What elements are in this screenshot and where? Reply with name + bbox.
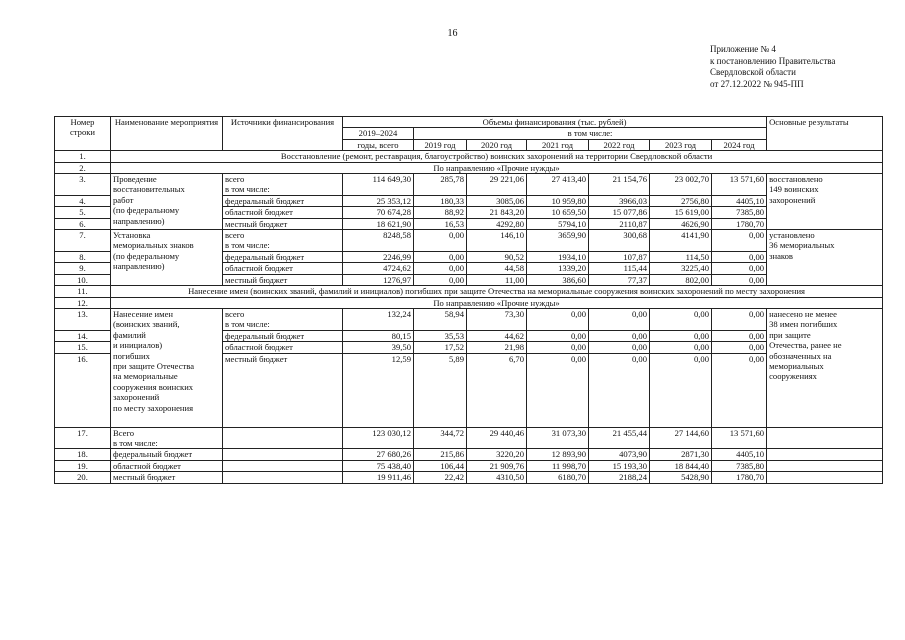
section-title: По направлению «Прочие нужды»: [111, 297, 883, 308]
value-2021: 0,00: [527, 353, 589, 427]
value-2021: 27 413,40: [527, 174, 589, 196]
row-number: 17.: [55, 427, 111, 449]
result-line: 36 мемориальных: [769, 240, 835, 251]
event-line: Проведение: [113, 174, 157, 185]
value-2019: 106,44: [414, 460, 467, 471]
row-number: 15.: [55, 342, 111, 353]
table-row: [55, 162, 883, 173]
value-2023: 2871,30: [650, 449, 712, 460]
event-line: Установка: [113, 230, 151, 241]
row-number: 9.: [55, 263, 111, 274]
result-line: Отечества, ранее не: [769, 340, 842, 351]
value-2023: 0,00: [650, 342, 712, 353]
row-number: 7.: [55, 230, 111, 252]
header-year: 2023 год: [650, 139, 712, 150]
row-number: 18.: [55, 449, 111, 460]
section-title: Нанесение имен (воинских званий, фамилий и инициалов) погибших при защите Отечества на мемориальные сооружения воинских захоронений по месту захоронения: [111, 286, 883, 297]
value-total: 123 030,12: [343, 427, 414, 449]
header-sources: Источники финансирования: [223, 117, 343, 151]
row-number: 11.: [55, 286, 111, 297]
value-2019: 58,94: [414, 308, 467, 330]
result-line: при защите: [769, 329, 811, 340]
value-2020: 90,52: [467, 251, 527, 262]
result-line: 149 воинских: [769, 184, 819, 195]
header-event: Наименование мероприятия: [111, 117, 223, 151]
value-2022: 3966,03: [589, 195, 650, 206]
table-row: [55, 151, 883, 162]
value-total: 12,59: [343, 353, 414, 427]
value-2022: 115,44: [589, 263, 650, 274]
event-name: [111, 230, 223, 286]
value-2021: 1339,20: [527, 263, 589, 274]
result-cell: [767, 427, 883, 449]
result-line: обозначенных на: [769, 350, 832, 361]
source-cell: всего: [223, 174, 343, 185]
event-name: областной бюджет: [111, 460, 223, 471]
value-2020: 21 843,20: [467, 207, 527, 218]
value-2020: 29 221,06: [467, 174, 527, 196]
value-2022: 0,00: [589, 330, 650, 341]
value-2022: 77,37: [589, 274, 650, 285]
value-2020: 3085,06: [467, 195, 527, 206]
value-2023: 3225,40: [650, 263, 712, 274]
event-line: на мемориальные: [113, 371, 178, 382]
result-line: восстановлено: [769, 174, 823, 185]
header-year: 2019 год: [414, 139, 467, 150]
value-2023: 4626,90: [650, 218, 712, 229]
value-2019: 215,86: [414, 449, 467, 460]
value-total: 114 649,30: [343, 174, 414, 196]
value-2021: 11 998,70: [527, 460, 589, 471]
event-line: работ: [113, 194, 134, 205]
event-line: при защите Отечества: [113, 360, 195, 371]
value-2023: 0,00: [650, 330, 712, 341]
value-2024: 0,00: [712, 342, 767, 353]
event-line: (по федеральному: [113, 205, 180, 216]
value-2021: 0,00: [527, 330, 589, 341]
value-2021: 10 959,80: [527, 195, 589, 206]
table-row: [55, 286, 883, 297]
value-total: 80,15: [343, 330, 414, 341]
source-cell: областной бюджет: [223, 342, 343, 353]
value-2019: 17,52: [414, 342, 467, 353]
value-2022: 15 193,30: [589, 460, 650, 471]
value-2022: 0,00: [589, 342, 650, 353]
value-2020: 4292,80: [467, 218, 527, 229]
source-cell: федеральный бюджет: [223, 195, 343, 206]
row-number: 6.: [55, 218, 111, 229]
event-line: захоронений: [113, 392, 160, 403]
header-year: 2020 год: [467, 139, 527, 150]
row-number: 1.: [55, 151, 111, 162]
value-2021: 6180,70: [527, 472, 589, 483]
annex-line: Приложение № 4: [710, 44, 776, 54]
section-title: По направлению «Прочие нужды»: [111, 162, 883, 173]
annex-line: к постановлению Правительства: [710, 55, 836, 66]
header-total-years: 2019–2024: [343, 128, 414, 139]
total-label: Всего: [113, 427, 135, 438]
row-number: 4.: [55, 195, 111, 206]
table-row: [55, 427, 883, 449]
value-2024: 4405,10: [712, 195, 767, 206]
value-total: 75 438,40: [343, 460, 414, 471]
value-2020: 21,98: [467, 342, 527, 353]
event-line: (по федеральному: [113, 250, 180, 261]
source-cell: в том числе:: [223, 240, 343, 251]
value-2020: 11,00: [467, 274, 527, 285]
value-2022: 15 077,86: [589, 207, 650, 218]
value-2020: 44,62: [467, 330, 527, 341]
table-row: [55, 174, 883, 185]
source-cell: всего: [223, 308, 343, 319]
result-line: установлено: [769, 230, 815, 241]
event-line: и инициалов): [113, 340, 163, 351]
row-number: 10.: [55, 274, 111, 285]
value-2019: 0,00: [414, 263, 467, 274]
value-2019: 35,53: [414, 330, 467, 341]
value-2020: 44,58: [467, 263, 527, 274]
value-total: 39,50: [343, 342, 414, 353]
header-row-no: Номер строки: [55, 117, 111, 151]
header-year: 2022 год: [589, 139, 650, 150]
event-line: мемориальных знаков: [113, 240, 194, 251]
event-name: [111, 308, 223, 427]
value-2020: 73,30: [467, 308, 527, 330]
row-number: 14.: [55, 330, 111, 341]
section-title: Восстановление (ремонт, реставрация, благоустройство) воинских захоронений на территории Свердловской области: [111, 151, 883, 162]
event-name: [111, 174, 223, 230]
event-line: фамилий: [113, 329, 146, 340]
value-2021: 12 893,90: [527, 449, 589, 460]
value-total: 19 911,46: [343, 472, 414, 483]
annex-block: [710, 44, 900, 90]
event-line: погибших: [113, 350, 150, 361]
value-2020: 3220,20: [467, 449, 527, 460]
header-funding: Объемы финансирования (тыс. рублей): [343, 117, 767, 128]
value-2021: 31 073,30: [527, 427, 589, 449]
funding-table: [54, 116, 883, 484]
value-2023: 4141,90: [650, 230, 712, 252]
value-2019: 0,00: [414, 251, 467, 262]
annex-line: Свердловской области: [710, 67, 796, 77]
value-2024: 0,00: [712, 274, 767, 285]
result-line: мемориальных: [769, 360, 824, 371]
result-line: нанесено не менее: [769, 308, 837, 319]
value-2023: 2756,80: [650, 195, 712, 206]
value-2019: 0,00: [414, 230, 467, 252]
header-results: Основные результаты: [767, 117, 883, 151]
value-2024: 0,00: [712, 263, 767, 274]
result-cell: [767, 308, 883, 427]
value-2021: 3659,90: [527, 230, 589, 252]
value-2022: 2110,87: [589, 218, 650, 229]
result-line: знаков: [769, 250, 793, 261]
value-total: 27 680,26: [343, 449, 414, 460]
value-2020: 21 909,76: [467, 460, 527, 471]
value-2022: 21 154,76: [589, 174, 650, 196]
source-cell: областной бюджет: [223, 207, 343, 218]
value-2024: 0,00: [712, 230, 767, 252]
source-cell: местный бюджет: [223, 274, 343, 285]
event-line: восстановительных: [113, 184, 185, 195]
result-cell: [767, 230, 883, 286]
row-number: 13.: [55, 308, 111, 330]
table-row: [55, 297, 883, 308]
value-total: 8248,58: [343, 230, 414, 252]
value-2022: 21 455,44: [589, 427, 650, 449]
row-number: 8.: [55, 251, 111, 262]
value-2019: 5,89: [414, 353, 467, 427]
row-number: 5.: [55, 207, 111, 218]
event-line: направлению): [113, 261, 165, 272]
value-2024: 0,00: [712, 251, 767, 262]
value-2021: 386,60: [527, 274, 589, 285]
event-line: Нанесение имен: [113, 308, 173, 319]
value-2019: 285,78: [414, 174, 467, 196]
value-total: 25 353,12: [343, 195, 414, 206]
event-line: сооружения воинских: [113, 381, 194, 392]
table-row: [55, 230, 883, 241]
value-2019: 22,42: [414, 472, 467, 483]
annex-line: от 27.12.2022 № 945-ПП: [710, 78, 804, 89]
source-cell: [223, 472, 343, 483]
result-line: 38 имен погибших: [769, 319, 838, 330]
value-2020: 146,10: [467, 230, 527, 252]
row-number: 12.: [55, 297, 111, 308]
event-line: направлению): [113, 215, 165, 226]
header-incl: в том числе:: [414, 128, 767, 139]
value-2024: 7385,80: [712, 207, 767, 218]
result-line: захоронений: [769, 194, 816, 205]
value-total: 70 674,28: [343, 207, 414, 218]
value-2023: 23 002,70: [650, 174, 712, 196]
value-2019: 16,53: [414, 218, 467, 229]
value-2023: 27 144,60: [650, 427, 712, 449]
value-2024: 13 571,60: [712, 427, 767, 449]
table-row: [55, 472, 883, 483]
value-2024: 1780,70: [712, 218, 767, 229]
source-cell: [223, 449, 343, 460]
value-2024: 13 571,60: [712, 174, 767, 196]
value-2024: 4405,10: [712, 449, 767, 460]
value-2024: 0,00: [712, 330, 767, 341]
header-year: 2021 год: [527, 139, 589, 150]
value-total: 132,24: [343, 308, 414, 330]
value-2023: 0,00: [650, 353, 712, 427]
source-cell: [223, 427, 343, 449]
value-2020: 6,70: [467, 353, 527, 427]
total-sublabel: в том числе:: [113, 437, 158, 448]
value-2022: 107,87: [589, 251, 650, 262]
row-number: 20.: [55, 472, 111, 483]
value-2024: 1780,70: [712, 472, 767, 483]
row-number: 16.: [55, 353, 111, 427]
source-cell: в том числе:: [223, 184, 343, 195]
event-line: по месту захоронения: [113, 402, 194, 413]
value-2024: 0,00: [712, 353, 767, 427]
value-2019: 0,00: [414, 274, 467, 285]
value-total: 2246,99: [343, 251, 414, 262]
value-2021: 0,00: [527, 342, 589, 353]
value-total: 1276,97: [343, 274, 414, 285]
event-line: (воинских званий,: [113, 319, 180, 330]
value-total: 18 621,90: [343, 218, 414, 229]
value-2024: 7385,80: [712, 460, 767, 471]
value-total: 4724,62: [343, 263, 414, 274]
table-row: [55, 460, 883, 471]
table-row: [55, 449, 883, 460]
source-cell: областной бюджет: [223, 263, 343, 274]
event-name: местный бюджет: [111, 472, 223, 483]
row-number: 2.: [55, 162, 111, 173]
value-2023: 18 844,40: [650, 460, 712, 471]
source-cell: в том числе:: [223, 319, 343, 330]
value-2019: 88,92: [414, 207, 467, 218]
value-2022: 0,00: [589, 308, 650, 330]
value-2019: 344,72: [414, 427, 467, 449]
value-2021: 1934,10: [527, 251, 589, 262]
value-2022: 4073,90: [589, 449, 650, 460]
result-cell: [767, 449, 883, 460]
result-cell: [767, 174, 883, 230]
source-cell: местный бюджет: [223, 218, 343, 229]
source-cell: [223, 460, 343, 471]
page-number: 16: [447, 28, 458, 39]
header-row: [55, 117, 883, 128]
value-2022: 300,68: [589, 230, 650, 252]
source-cell: федеральный бюджет: [223, 251, 343, 262]
row-number: 19.: [55, 460, 111, 471]
source-cell: местный бюджет: [223, 353, 343, 427]
value-2020: 4310,50: [467, 472, 527, 483]
header-total-label: годы, всего: [343, 139, 414, 150]
value-2023: 0,00: [650, 308, 712, 330]
result-cell: [767, 472, 883, 483]
event-name: [111, 427, 223, 449]
value-2023: 15 619,00: [650, 207, 712, 218]
event-name: федеральный бюджет: [111, 449, 223, 460]
value-2021: 10 659,50: [527, 207, 589, 218]
header-year: 2024 год: [712, 139, 767, 150]
value-2021: 5794,10: [527, 218, 589, 229]
value-2023: 114,50: [650, 251, 712, 262]
value-2022: 2188,24: [589, 472, 650, 483]
row-number: 3.: [55, 174, 111, 196]
value-2020: 29 440,46: [467, 427, 527, 449]
value-2019: 180,33: [414, 195, 467, 206]
value-2021: 0,00: [527, 308, 589, 330]
value-2022: 0,00: [589, 353, 650, 427]
result-line: сооружениях: [769, 371, 817, 382]
source-cell: всего: [223, 230, 343, 241]
table-row: [55, 308, 883, 319]
value-2023: 802,00: [650, 274, 712, 285]
source-cell: федеральный бюджет: [223, 330, 343, 341]
value-2024: 0,00: [712, 308, 767, 330]
result-cell: [767, 460, 883, 471]
value-2023: 5428,90: [650, 472, 712, 483]
